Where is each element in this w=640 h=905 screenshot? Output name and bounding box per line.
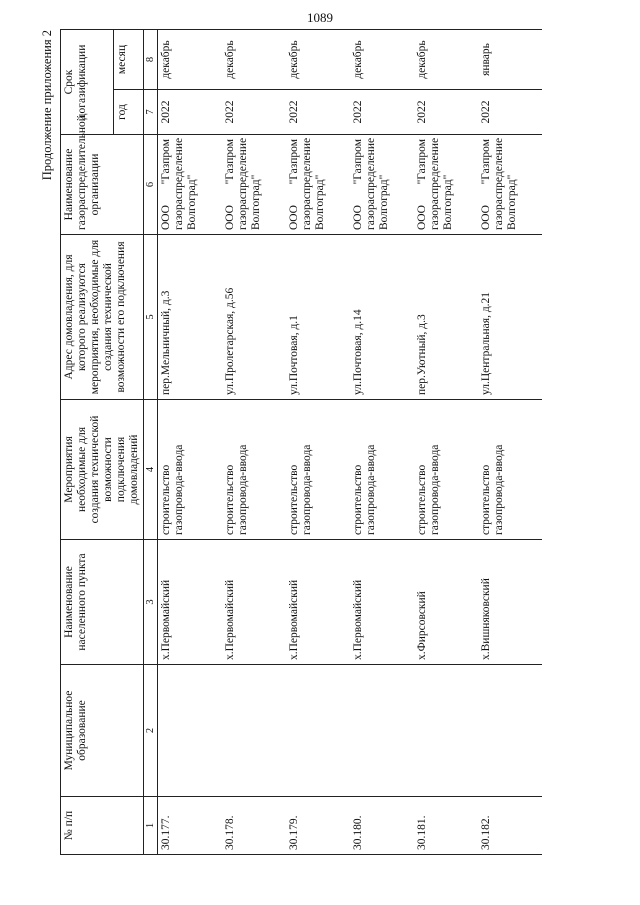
cell-address: ул.Почтовая, д.14 xyxy=(350,235,414,400)
header-num: № п/п xyxy=(61,797,144,855)
cell-settlement: х.Первомайский xyxy=(350,540,414,665)
header-org: Наименование газораспределительной организации xyxy=(61,135,144,235)
rotated-table-container xyxy=(40,30,595,855)
cell-month: декабрь xyxy=(158,30,222,90)
table-row xyxy=(350,30,414,855)
cell-num: 30.182. xyxy=(478,797,542,855)
cell-org: ООО "Газпром газораспределение Волгоград" xyxy=(350,135,414,235)
cell-municipality xyxy=(222,665,286,797)
table-row xyxy=(478,30,542,855)
cell-org: ООО "Газпром газораспределение Волгоград" xyxy=(222,135,286,235)
cell-num: 30.177. xyxy=(158,797,222,855)
header-measures: Мероприятия необходимые для создания технической возможности подключения домовладений xyxy=(61,400,144,540)
header-settlement: Наименование населенного пункта xyxy=(61,540,144,665)
cell-org: ООО "Газпром газораспределение Волгоград" xyxy=(478,135,542,235)
cell-address: ул.Почтовая, д.1 xyxy=(286,235,350,400)
cell-month: декабрь xyxy=(286,30,350,90)
cell-num: 30.180. xyxy=(350,797,414,855)
cell-settlement: х.Первомайский xyxy=(158,540,222,665)
cell-month: декабрь xyxy=(350,30,414,90)
cell-month: декабрь xyxy=(414,30,478,90)
cell-municipality xyxy=(478,665,542,797)
cell-address: пер.Мельничный, д.3 xyxy=(158,235,222,400)
header-deadline: Срок догазификации xyxy=(61,30,114,135)
cell-year: 2022 xyxy=(350,90,414,135)
column-number: 6 xyxy=(144,135,158,235)
header-address: Адрес домовладения, для которого реализуются мероприятия, необходимые для создания технической возможности его подключения xyxy=(61,235,144,400)
table-row xyxy=(222,30,286,855)
cell-municipality xyxy=(286,665,350,797)
cell-measure: строительство газопровода-ввода xyxy=(478,400,542,540)
cell-measure: строительство газопровода-ввода xyxy=(222,400,286,540)
column-number: 4 xyxy=(144,400,158,540)
cell-org: ООО "Газпром газораспределение Волгоград" xyxy=(414,135,478,235)
cell-measure: строительство газопровода-ввода xyxy=(414,400,478,540)
cell-year: 2022 xyxy=(286,90,350,135)
cell-settlement: х.Первомайский xyxy=(222,540,286,665)
cell-num: 30.179. xyxy=(286,797,350,855)
column-number: 1 xyxy=(144,797,158,855)
cell-address: ул.Пролетарская, д.56 xyxy=(222,235,286,400)
cell-month: декабрь xyxy=(222,30,286,90)
column-number: 8 xyxy=(144,30,158,90)
cell-year: 2022 xyxy=(158,90,222,135)
column-number: 3 xyxy=(144,540,158,665)
cell-municipality xyxy=(158,665,222,797)
cell-measure: строительство газопровода-ввода xyxy=(286,400,350,540)
cell-measure: строительство газопровода-ввода xyxy=(350,400,414,540)
cell-num: 30.178. xyxy=(222,797,286,855)
continuation-title: Продолжение приложения 2 xyxy=(40,30,54,181)
page-number: 1089 xyxy=(307,10,333,25)
cell-municipality xyxy=(350,665,414,797)
header-year: год xyxy=(113,90,144,135)
cell-year: 2022 xyxy=(222,90,286,135)
cell-num: 30.181. xyxy=(414,797,478,855)
cell-municipality xyxy=(414,665,478,797)
column-number-row xyxy=(144,30,158,855)
table-row xyxy=(414,30,478,855)
cell-org: ООО "Газпром газораспределение Волгоград" xyxy=(158,135,222,235)
column-number: 5 xyxy=(144,235,158,400)
column-number: 7 xyxy=(144,90,158,135)
column-number: 2 xyxy=(144,665,158,797)
cell-year: 2022 xyxy=(414,90,478,135)
table-row xyxy=(158,30,222,855)
table-row xyxy=(286,30,350,855)
cell-settlement: х.Фирсовский xyxy=(414,540,478,665)
cell-org: ООО "Газпром газораспределение Волгоград" xyxy=(286,135,350,235)
cell-month: январь xyxy=(478,30,542,90)
gasification-table xyxy=(60,29,542,855)
header-month: месяц xyxy=(113,30,144,90)
cell-measure: строительство газопровода-ввода xyxy=(158,400,222,540)
cell-year: 2022 xyxy=(478,90,542,135)
cell-address: пер.Уютный, д.3 xyxy=(414,235,478,400)
cell-settlement: х.Вишняковский xyxy=(478,540,542,665)
header-municipality: Муниципальное образование xyxy=(61,665,144,797)
cell-address: ул.Центральная, д.21 xyxy=(478,235,542,400)
header-row xyxy=(61,30,114,855)
cell-settlement: х.Первомайский xyxy=(286,540,350,665)
